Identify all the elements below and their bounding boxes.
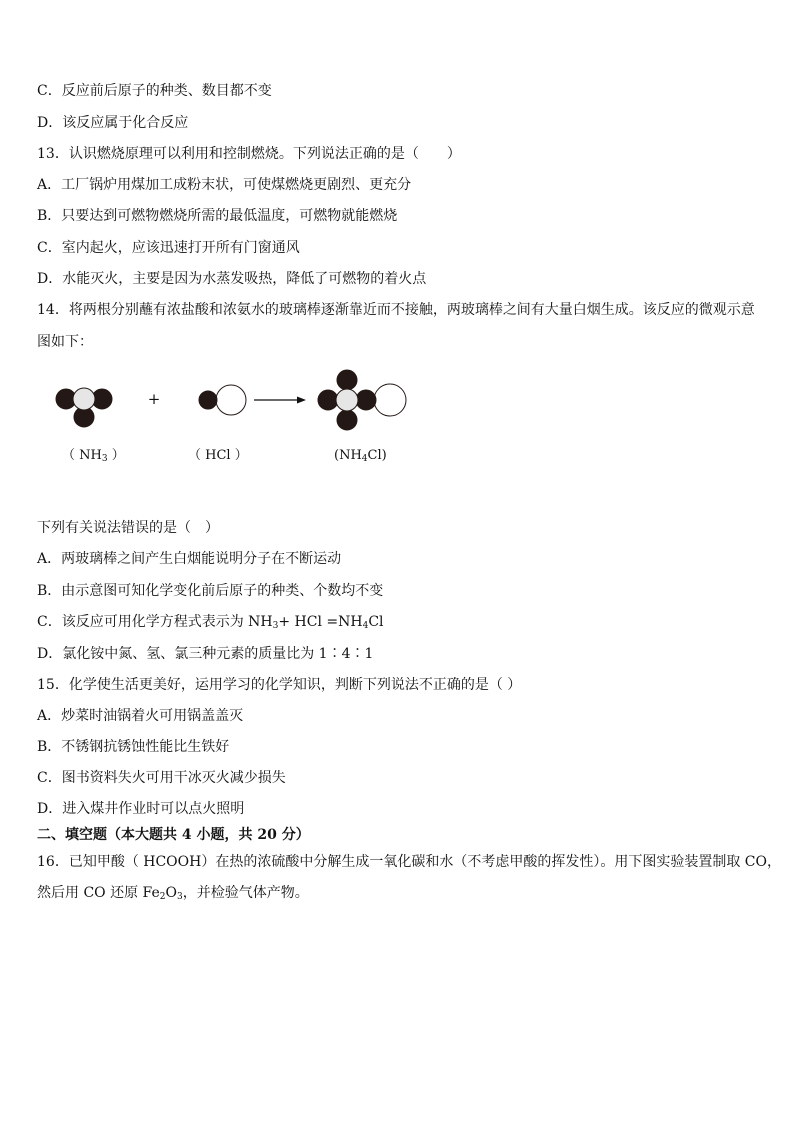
cl-atom: [374, 384, 406, 416]
nh3-molecule: [56, 388, 112, 427]
reaction-diagram: [0, 360, 794, 480]
q13-stem: 13．认识燃烧原理可以利用和控制燃烧。下列说法正确的是（ ）: [37, 146, 461, 162]
cl-atom: [216, 385, 246, 415]
q15-option-d: D．进入煤井作业时可以点火照明: [37, 801, 245, 817]
nh4cl-molecule: [318, 370, 406, 430]
q15-option-c: C．图书资料失火可用干冰灭火减少损失: [37, 770, 286, 786]
hcl-label: （ HCl ）: [188, 448, 248, 463]
nh3-label: （ $NH_3$ ）: [62, 448, 125, 464]
q14-option-d: D．氯化铵中氮、氢、氯三种元素的质量比为 1∶4∶1: [37, 646, 374, 662]
reaction-arrow: [254, 397, 306, 404]
nh4cl-label: $(NH_4Cl)$: [334, 448, 387, 464]
q14-question: 下列有关说法错误的是（ ）: [37, 520, 219, 536]
q14-stem-line2: 图如下：: [37, 334, 93, 350]
q14-option-a: A．两玻璃棒之间产生白烟能说明分子在不断运动: [37, 551, 342, 567]
q14-stem-line1: 14．将两根分别蘸有浓盐酸和浓氨水的玻璃棒逐渐靠近而不接触，两玻璃棒之间有大量白烟生成。该反应的微观示意: [37, 302, 755, 318]
h-atom: [199, 391, 217, 409]
n-atom: [336, 389, 358, 411]
q12-option-d: D．该反应属于化合反应: [37, 115, 189, 131]
q15-option-b: B．不锈钢抗锈蚀性能比生铁好: [37, 739, 230, 755]
q15-stem: 15．化学使生活更美好，运用学习的化学知识，判断下列说法不正确的是（ ）: [37, 677, 522, 693]
q13-option-c: C．室内起火，应该迅速打开所有门窗通风: [37, 240, 300, 256]
q13-option-d: D．水能灭火，主要是因为水蒸发吸热，降低了可燃物的着火点: [37, 271, 427, 287]
q12-option-c: C．反应前后原子的种类、数目都不变: [37, 83, 272, 99]
section-2-heading: 二、填空题（本大题共 4 小题，共 20 分）: [37, 827, 310, 843]
h-atom: [337, 370, 357, 390]
q16-stem-line2: 然后用 CO 还原 $Fe_2O_3$，并检验气体产物。: [37, 885, 309, 902]
q16-stem-line1: 16．已知甲酸（ HCOOH）在热的浓硫酸中分解生成一氧化碳和水（不考虑甲酸的挥发性）。用下图实验装置制取 CO，: [37, 854, 781, 870]
h-atom: [337, 410, 357, 430]
q14-option-b: B．由示意图可知化学变化前后原子的种类、个数均不变: [37, 583, 384, 599]
q15-option-a: A．炒菜时油锅着火可用锅盖盖灭: [37, 708, 244, 724]
q13-option-a: A．工厂锅炉用煤加工成粉末状，可使煤燃烧更剧烈、更充分: [37, 177, 412, 193]
h-atom: [318, 390, 338, 410]
h-atom: [356, 390, 376, 410]
hcl-molecule: [199, 385, 246, 415]
plus-sign: +: [147, 390, 161, 408]
q13-option-b: B．只要达到可燃物燃烧所需的最低温度，可燃物就能燃烧: [37, 208, 398, 224]
q14-option-c: C．该反应可用化学方程式表示为 $NH_3+$ HCl $=NH_4Cl$: [37, 614, 384, 631]
n-atom: [73, 388, 95, 410]
